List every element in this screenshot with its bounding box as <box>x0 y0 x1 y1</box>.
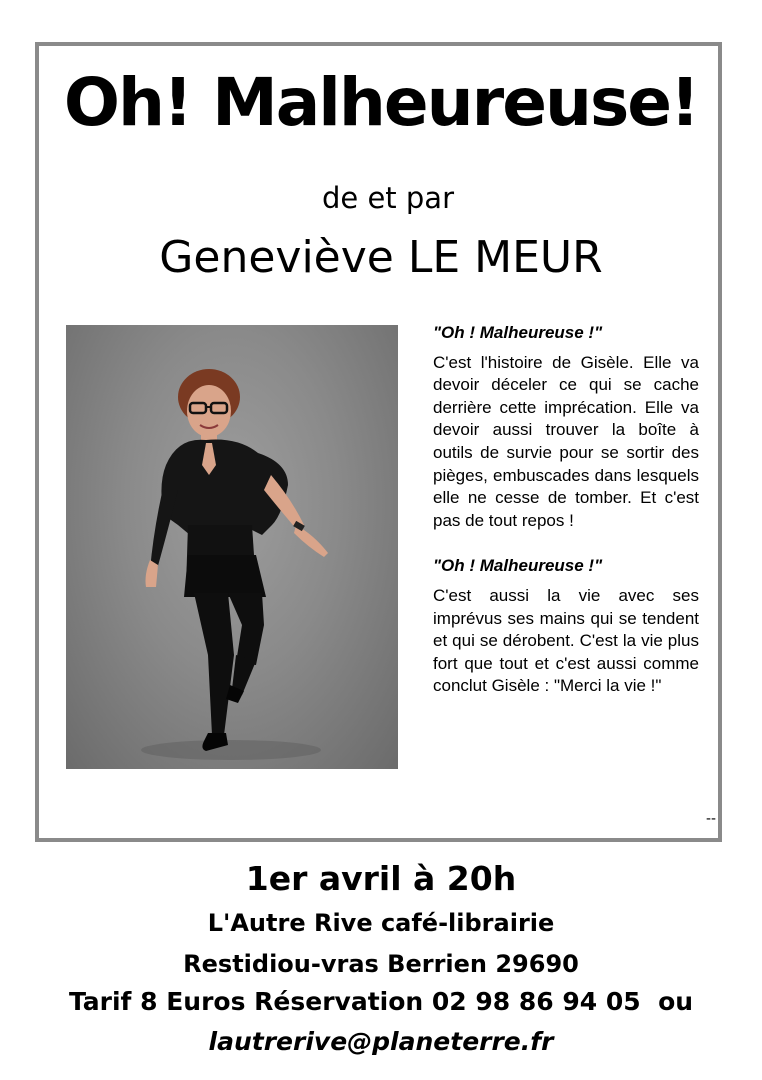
event-email[interactable]: lautrerive@planeterre.fr <box>208 1027 554 1056</box>
event-date: 1er avril à 20h <box>245 859 517 898</box>
description-heading-1: "Oh ! Malheureuse !" <box>433 323 603 342</box>
description-column <box>433 322 699 698</box>
show-title: Oh! Malheureuse! <box>63 64 699 141</box>
event-venue: L'Autre Rive café-librairie <box>207 909 555 937</box>
description-paragraph-2: C'est aussi la vie avec ses imprévus ses mains qui se tendent et qui se dérobent. C'est la vie plus fort que tout et c'est aussi comme conclut Gisèle : "Merci la vie !" <box>433 585 699 696</box>
description-paragraph-1: C'est l'histoire de Gisèle. Elle va devoir déceler ce qui se cache derrière cette imprécation. Elle va devoir aussi trouver la boîte à outils de survie pour se sortir des pièges, embuscades dans lesquels elle ne cesse de tomber. Et c'est pas de tout repos ! <box>433 352 699 530</box>
trailing-dash: -- <box>706 810 716 827</box>
author-name: Geneviève LE MEUR <box>159 232 603 283</box>
event-pricing: Tarif 8 Euros Réservation 02 98 86 94 05 ou <box>68 987 694 1016</box>
subtitle: de et par <box>321 181 454 215</box>
performer-figure <box>66 325 398 769</box>
description-heading-2: "Oh ! Malheureuse !" <box>433 556 603 576</box>
performer-photo <box>66 325 398 769</box>
event-address: Restidiou-vras Berrien 29690 <box>183 950 579 978</box>
